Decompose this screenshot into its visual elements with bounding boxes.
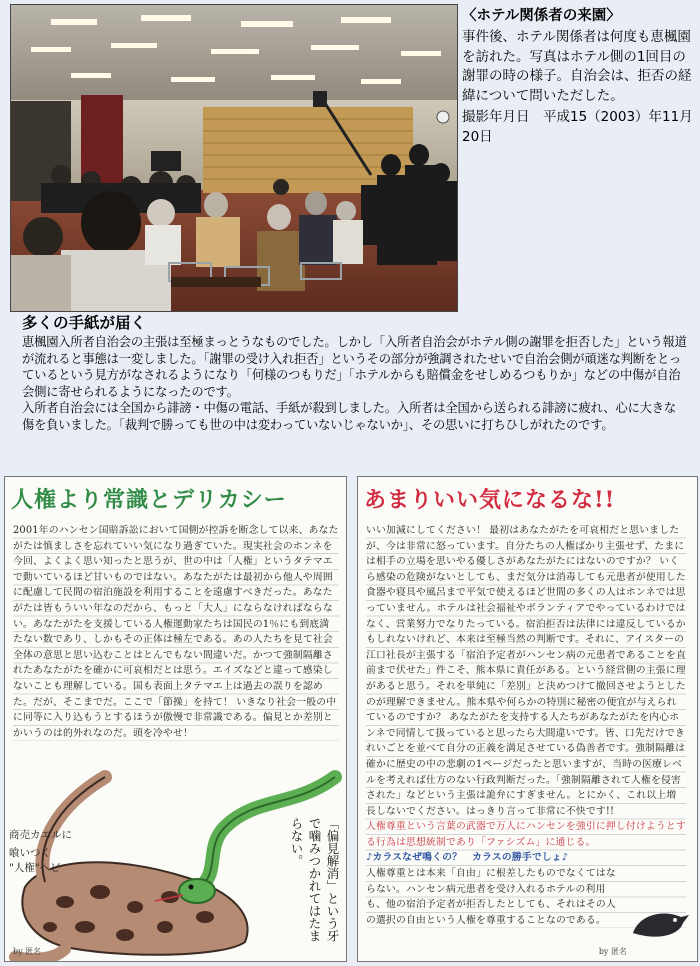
caption-text: 事件後、ホテル関係者は何度も恵楓園を訪れた。写真はホテル側の1回目の謝罪の時の様子。自治会は、拒否の経緯について問いただした。 [462, 29, 692, 104]
hotel-visit-photo [10, 4, 458, 312]
letter-a-vertical-text: 「偏見解消」という牙で噛みつかれてはたまらない。 [289, 817, 340, 942]
letter-a-signature: by 匿名 [13, 947, 42, 956]
article-paragraph-1: 恵楓園入所者自治会の主張は至極まっとうなものでした。しかし「入所者自治会がホテル側の謝罪を拒否した」という報道が流れると事態は一変しました。「謝罪の受け入れ拒否」というその部分が強調されたせいで自治会側が頑迷な判断をとっているという見方がなされるようになり「何様のつもりだ」「ホテルからも賠償金をせしめるつもりか」などの中傷が自治会側に寄せられるようになったのです。 [22, 335, 687, 399]
caption-title: 〈ホテル関係者の来園〉 [462, 8, 621, 24]
article-heading: 多くの手紙が届く [22, 314, 147, 332]
letter-common-sense [4, 476, 347, 962]
letter-b-signature: by 匿名 [598, 947, 627, 956]
letter-b-red-text: 人権尊重という言葉の武器で万人にハンセンを強引に押し付けようとする行為は思想統制であり「ファシズム」に通じる。 [366, 821, 686, 848]
caption-date-value: 平成15（2003）年11月20日 [462, 109, 693, 145]
snake-label: 喰いつく "人権"ヘビ [9, 847, 61, 874]
article [22, 312, 688, 433]
crow-icon [629, 903, 691, 943]
caption-date-label: 撮影年月日 [462, 109, 530, 125]
letter-b-body-block [366, 523, 686, 928]
photo-caption [462, 6, 694, 147]
letter-a-title: 人権より常識とデリカシー [11, 487, 287, 513]
letter-a-body: 2001年のハンセン国賠訴訟において国側が控訴を断念して以来、あなたがたは慎ましさを忘れていい気になり過ぎていた。現実社会のホンネを今回、よくよく思い知ったと思うが、世の中は「人権」というタテマエで動いているほど甘いものではない。あなたがたは最初から他人や周囲に配慮して民間の宿泊施設を利用することを遠慮すべきだった。あなたがたは皆もういい年なのだから、もっと「大人」にならなければならない。あなたがたを支援している人権運動家たちは国民の1％にも到底満たない数であり、しかもその正体は極左である。あの人たちを見て社会全体の意思と思い込むことはとんでもない間違いだ。かつて強制隔離されたあなたがたを確かに可哀相だとは思う。エイズなどと違って感染しないことも理解している。国も表面上タテマエ上は過去の誤りを認めた。だが、そこまでだ。ここで「節操」を持て！ いきなり社会一般の中に同等に入り込もうとするほうが傲慢で非常識である。偏見とか差別とかいうのは的外れなのだ。頭を冷やせ！ [13, 523, 339, 741]
letter-b-title: あまりいい気になるな!! [364, 487, 616, 513]
caption-date [462, 108, 694, 147]
letter-b-song-line: ♪カラスなぜ鳴くの？ カラスの勝手でしょ♪ [366, 852, 569, 864]
frog-label: 商売カエルに [9, 829, 72, 841]
letter-b-body: いい加減にしてください！ 最初はあなたがたを可哀相だと思いましたが、今は非常に怒っています。自分たちの人権ばかり主張せず、たまには相手の立場を思いやる優しさがあなたがたにはないのですか？ いくら感染の危険がないとしても、まだ気分は消毒しても元患者が使用した食器や寝具や風呂まで平気で使えるほど世間の多くの人はホンネでは思っていません。ホテルは社会福祉やボランティアでやっているわけではなく、営業努力でなりたっている。宿泊拒否は法律には違反しているかもしれないけれど、本来は至極当然の判断です。それに、アイスターの江口社長が主張する「宿泊予定者がハンセン病の元患者であることを直前まで伏せた」件こそ、熊本県に責任がある。という経営側の主張に理があると思う。それを単純に「差別」と決めつけて撤回させようとしたのが理解できません。熊本県や何らかの特別に秘密の便宜が与えられているのですか？ あなたがたを支持する人たちがあなたがたを内心ホンネで同情して扱っていると思ったら大間違いです。皆、口先だけできれいごとを並べて自分の正義を満足させている偽善者です。強制隔離は確かに歴史の中の悲劇の1ページだったと思いますが、当時の医療レベルを考えれば仕方のない行政判断だった。「強制隔離されて人権を侵害された」などという主張は詭弁にすぎません。とにかく、これ以上増長しないでください。はっきり言って非常に不快です!! [366, 525, 686, 817]
letter-dont-get-cocky [357, 476, 698, 962]
article-paragraph-2: 入所者自治会には全国から誹謗・中傷の電話、手紙が殺到しました。入所者は全国から送られる誹謗に疲れ、心に大きな傷を負いました。「裁判で勝っても世の中は変わっていないじゃないか」、その思いに打ちひしがれたのです。 [22, 401, 676, 432]
letter-b-closing: 人権尊重とは本来「自由」に根差したものでなくてはならない。ハンセン病元患者を受け入れるホテルの利用も、他の宿泊予定者が拒否したとしても、それはその人の選択の自由という人権を尊重することなのである。 [366, 868, 616, 926]
